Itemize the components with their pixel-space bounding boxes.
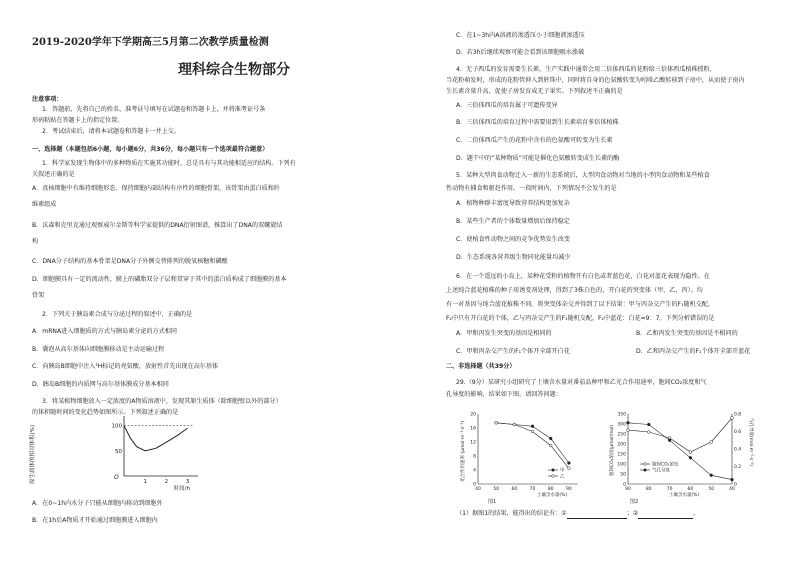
x-tick-label: 80 [547, 487, 554, 492]
x-axis-label: 土壤含水量(%) [536, 493, 568, 498]
data-point [568, 467, 571, 470]
x-tick-label: 60 [687, 487, 694, 492]
y-right-tick-label: 0.2 [734, 465, 742, 471]
volume-curve [124, 426, 188, 451]
y-tick-label: 16 [470, 426, 476, 432]
x-tick-label: 3 [185, 479, 190, 485]
q5-option-c: C．使植食性动物之间的竞争优势发生改变 [456, 236, 570, 243]
q1-stem: 1．科学家发现生物体中的多种物质在实施其功能时，总是具有与其功能相适应的结构。下列有 [42, 160, 296, 167]
q4-option-d: D．题干中的“某种物质”可能是催化色氨酸转变成生长素的酶 [456, 155, 620, 162]
q3-volume-chart [22, 414, 202, 494]
y-right-tick-label: 0 [734, 482, 737, 488]
data-point [627, 429, 630, 432]
x-tick-label: 60 [511, 487, 518, 492]
origin-label: O [114, 474, 119, 481]
q6-option-a: A．甲和丙发生突变的基因是相同的 [456, 330, 552, 337]
legend-label: 甲 [560, 468, 565, 474]
q6-stem: 6．在一个遥远的小岛上，某种花受粉的植物开有白色或者蓝色花，白花对蓝花表现为隐性。在 [456, 273, 710, 280]
data-point [647, 431, 650, 434]
q6-option-d: D．乙和丙杂交产生的F₁个体开全部开蓝花 [636, 348, 751, 355]
y-tick-label: 350 [617, 412, 626, 418]
y-axis-label: 胞间CO₂浓度(μmol/mol) [610, 424, 615, 476]
x-tick-label: 1 [143, 479, 147, 485]
x-tick-label: 70 [666, 487, 673, 492]
y-tick-label: 50 [620, 472, 626, 478]
legend-marker [644, 469, 647, 472]
q1-option-a: 维素组成 [32, 201, 57, 208]
q29-subq1-text: （1）据图1的结果，能得出的结论有：① [456, 510, 567, 517]
legend-label: 胞间CO₂浓度 [652, 462, 679, 468]
q6-stem: 上述纯合蓝花植株的种子用诱变剂处理，得到了3株白色的、开白花的突变体（甲、乙、丙）。均 [446, 287, 703, 294]
q1-option-b: B．沃森和克里克通过观察威尔金斯等科学家提供的DNA衍射图谱，推算出了DNA的双螺旋结 [32, 222, 283, 229]
q1-option-c: C．DNA分子结构的基本骨架是DNA分子外侧交替排列的脱氧核糖和磷酸 [32, 258, 228, 265]
data-point [731, 478, 734, 481]
q5-stem: 性动物有捕食和驱赶作用。一段时间内，下列情况不会发生的是 [446, 185, 617, 192]
x-tick-label: 50 [493, 487, 500, 492]
q3-option-b: B．在1h后A物质才开始通过细胞膜进入细胞内 [32, 517, 158, 524]
q4-stem: 生长素含量升高，促使子房发育成无子果实。下列叙述不正确的是 [446, 88, 623, 95]
x-tick-label: 40 [475, 487, 481, 492]
data-point [627, 421, 630, 424]
y-right-tick-label: 0.8 [734, 412, 742, 418]
exam-title: 2019-2020学年下学期高三5月第二次教学质量检测 [32, 37, 269, 48]
subject-title: 理科综合生物部分 [178, 62, 290, 78]
data-point [531, 425, 534, 428]
y-right-tick-label: 0.4 [734, 447, 742, 453]
x-tick-label: 40 [729, 487, 735, 492]
x-tick-label: 2 [164, 479, 169, 485]
q5-option-d: D．生态系统各营养级生物同化能量均减少 [456, 254, 571, 261]
y-tick-label: 12 [470, 440, 476, 446]
q29-subq1-mid: ；② [626, 510, 639, 517]
q3-option-c: C．在1~3h内A溶液的渗透压小于细胞液渗透压 [456, 32, 585, 39]
y-axis-right-label: 气孔导度(mol·m⁻²·s⁻¹) [748, 418, 753, 466]
q29-stem: 孔导度的影响，结果如下图。请回答问题： [446, 391, 562, 398]
q3-stem: 的体积随时间的变化趋势如图所示。下列叙述正确的是 [32, 409, 179, 416]
q5-stem: 5．某种大型肉食动物迁入一新的生态系统后，大型肉食动物对当地的小型肉食动物和某些植食 [456, 172, 710, 179]
data-point [689, 456, 692, 459]
answer-blank-2[interactable] [638, 510, 693, 519]
q1-stem: 关叙述正确的是 [32, 171, 75, 178]
x-tick-label: 90 [625, 487, 631, 492]
legend-marker [644, 463, 647, 466]
notice-item: 1．答题前，先将自己的姓名、准考证号填写在试题卷和答题卡上，并将准考证号条 [42, 106, 266, 113]
data-point [668, 439, 671, 442]
series-line [496, 423, 569, 463]
notice-label: 注意事项： [32, 96, 63, 103]
q6-option-b: B．乙和丙发生突变的基因是不相同的 [636, 330, 738, 337]
legend-marker [552, 469, 555, 472]
q1-option-d: D．细胞膜具有一定的流动性，膜上的磷脂双分子层和贯穿于其中的蛋白质构成了细胞膜的基本 [32, 276, 287, 283]
series-line [628, 418, 732, 452]
data-point [689, 451, 692, 454]
data-point [549, 437, 552, 440]
x-tick-label: 90 [566, 487, 572, 492]
y-tick-label: 0 [623, 482, 626, 488]
q2-option-c: C．向胰岛B细胞中注入³H标记的亮氨酸，放射性首先出现在高尔基体 [32, 363, 219, 370]
x-tick-label: 50 [708, 487, 715, 492]
q1-option-b: 构 [32, 238, 39, 245]
y-tick-label: 4 [473, 468, 476, 474]
figure-caption: 图1 [488, 499, 497, 504]
q2-option-b: B．囊泡从高尔基体向细胞膜移动是主动运输过程 [32, 346, 165, 353]
q4-option-a: A．三倍体西瓜的培育属于可遗传变异 [456, 102, 558, 109]
y-tick-label: 300 [617, 422, 626, 428]
data-point [647, 423, 650, 426]
q5-option-b: B．某些生产者的个体数量增加后保持稳定 [456, 218, 570, 225]
y-axis-label: 光合作用速率 (μmol·m⁻²·s⁻¹) [461, 420, 466, 482]
y-tick-label: 250 [617, 432, 626, 438]
q4-stem: 4．无子西瓜的发育需要生长素，生产实践中通常会用二倍体西瓜的花粉给三倍体西瓜植株授粉， [456, 66, 716, 73]
data-point [568, 462, 571, 465]
y-right-tick-label: 0.6 [734, 430, 742, 436]
section1-heading: 一、选择题（本题包括6小题，每小题6分，共36分，每小题只有一个选项最符合题意） [32, 146, 269, 153]
figure-caption: 图2 [630, 499, 639, 504]
q3-option-d: D．若3h后继续观察可能会看到该细胞吸水涨破 [456, 49, 585, 56]
data-point [710, 441, 713, 444]
x-tick-label: 80 [645, 487, 652, 492]
q3-stem: 3．将某植物细胞放入一定浓度的A物质溶液中，发现其原生质体（除细胞壁以外的部分） [42, 398, 282, 405]
y-tick-label: 100 [617, 462, 626, 468]
x-tick-label: 70 [529, 487, 536, 492]
y-tick-label: 8 [473, 454, 476, 460]
answer-blank-1[interactable] [567, 510, 627, 519]
q6-stem: F₂中只有开白花的个体，乙与丙杂交产生的F₁随机交配，F₂中蓝花：白花=9：7。下列分析错误的是 [446, 315, 715, 322]
q2-stem: 2．下列关于胰岛素合成与分泌过程的叙述中，正确的是 [42, 311, 193, 318]
data-point [531, 430, 534, 433]
q4-option-b: B．三倍体西瓜的培育过程中需要用到生长素培育多倍体植株 [456, 119, 619, 126]
y-tick-label: 50 [115, 448, 122, 455]
legend-label: 气孔导度 [652, 468, 670, 474]
data-point [731, 417, 734, 420]
q1-option-d: 骨架 [32, 292, 45, 299]
legend-label: 乙 [560, 474, 565, 480]
figure2-co2-conductance-chart [604, 404, 754, 504]
notice-item: 形码粘贴在答题卡上的指定位置。 [32, 117, 124, 124]
q5-option-a: A．植物种群丰富度导致营养结构更加复杂 [456, 200, 570, 207]
series-line [496, 423, 569, 469]
q3-option-a: A．在0~1h内水分子只能从细胞内移动到细胞外 [32, 500, 163, 507]
data-point [495, 421, 498, 424]
data-point [513, 423, 516, 426]
q2-option-d: D．胰岛B细胞的内质网与高尔基体膜成分基本相同 [32, 381, 169, 388]
y-tick-label: 20 [470, 412, 476, 418]
y-tick-label: 100 [111, 423, 122, 430]
data-point [549, 444, 552, 447]
q29-stem: 29.（9分）某研究小组研究了土壤含水量对番茄品种甲和乙光合作用速率，胞间CO₂浓度和气 [456, 379, 707, 386]
figure1-photosynthesis-chart [448, 404, 608, 504]
y-tick-label: 0 [473, 482, 476, 488]
q29-subq1-end: 。 [693, 510, 700, 517]
y-axis-label: 原生质体的相对体积(%) [30, 424, 36, 484]
legend-marker [552, 475, 555, 478]
y-tick-label: 150 [617, 452, 626, 458]
q29-subq1 [456, 510, 699, 519]
q4-option-c: C．二倍体西瓜产生的花粉中含有的色氨酸可转变为生长素 [456, 137, 613, 144]
q6-option-c: C．甲和丙杂交产生的F₁个体开全部开白花 [456, 348, 570, 355]
q1-option-a: A．真核细胞中有维持细胞形态、保持细胞内部结构有序性的细胞骨架，该骨架由蛋白质和纤 [32, 185, 280, 192]
q4-stem: 当花粉萌发时，形成的花粉管伸入到胚珠中，同时将自身的色氨酸转变为吲哚乙酸转移到子房中，从而使子房内 [446, 77, 745, 84]
section2-heading: 二、非选择题（共39分） [446, 363, 516, 370]
notice-item: 2．考试结束后，请将本试题卷和答题卡一并上交。 [42, 128, 180, 135]
x-axis-label: 时间/h [173, 486, 190, 492]
x-axis-label: 土壤含水量(%) [668, 493, 700, 498]
y-tick-label: 200 [617, 442, 626, 448]
q6-stem: 有一对基因与纯合蓝花植株不同。将突变体杂交并得到了以下结果：甲与丙杂交产生的F₁随机交配， [446, 301, 714, 308]
data-point [710, 474, 713, 477]
q2-option-a: A．mRNA进入细胞质的方式与胰岛素分泌的方式相同 [32, 328, 177, 335]
